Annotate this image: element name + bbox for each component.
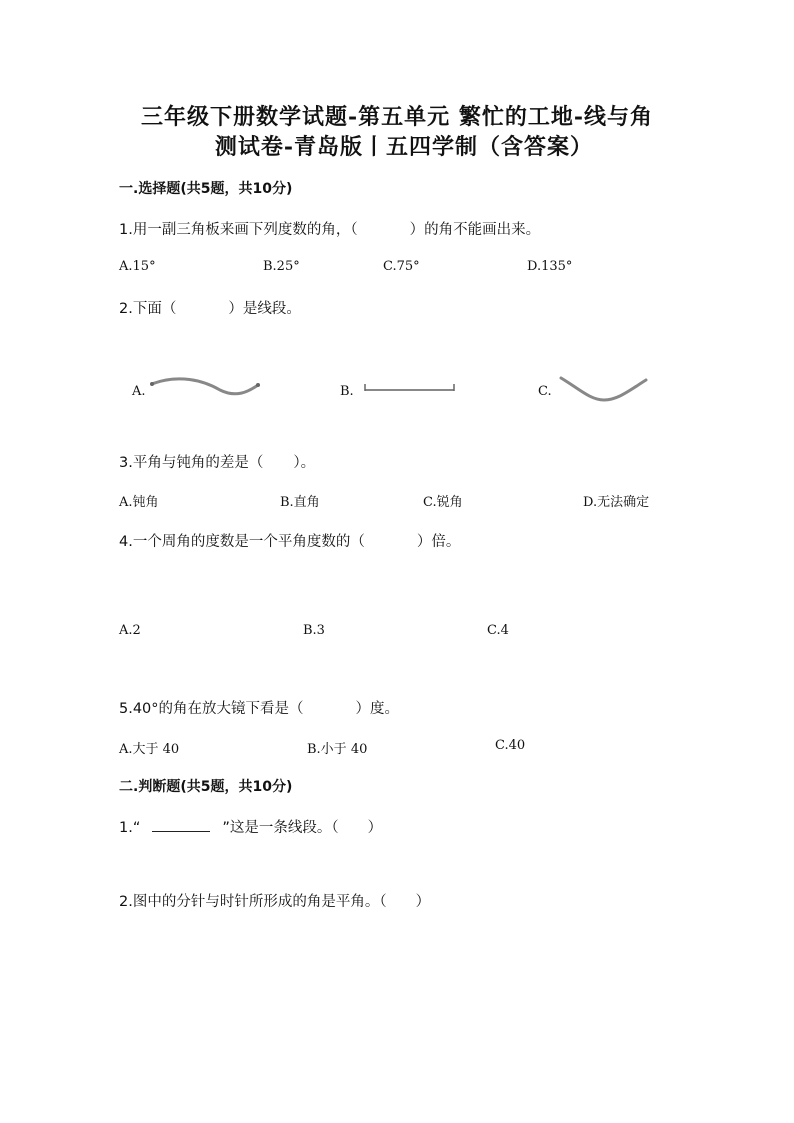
judge-question-1 — [119, 816, 382, 837]
segment-figure-b — [362, 380, 458, 396]
q3-option-c[interactable]: C.锐角 — [423, 495, 463, 510]
q2-option-a[interactable]: A. — [132, 384, 146, 399]
question-5 — [119, 697, 399, 718]
q3-option-b[interactable]: B.直角 — [280, 495, 320, 510]
question-5-text-post: ）度。 — [355, 701, 400, 717]
question-4 — [119, 530, 460, 551]
title-line-2: 测试卷-青岛版丨五四学制（含答案） — [214, 134, 594, 160]
question-2-text-pre: 2.下面（ — [119, 301, 177, 317]
q1-option-c[interactable]: C.75° — [383, 259, 420, 274]
question-5-text-pre: 5.40°的角在放大镜下看是（ — [119, 701, 304, 717]
question-3-text-post: ）。 — [293, 455, 316, 471]
question-1-text-post: ）的角不能画出来。 — [409, 222, 541, 238]
q1-option-a[interactable]: A.15° — [119, 259, 156, 274]
q5-option-c[interactable]: C.40 — [495, 738, 526, 753]
question-1 — [119, 218, 540, 239]
section-1-heading: 一.选择题(共5题，共10分) — [119, 181, 293, 197]
judge-question-2: 2.图中的分针与时针所形成的角是平角。（ ） — [119, 894, 431, 910]
section-2-heading: 二.判断题(共5题，共10分) — [119, 779, 293, 795]
q4-option-c[interactable]: C.4 — [487, 623, 509, 638]
q2-option-b[interactable]: B. — [340, 384, 354, 399]
q4-option-a[interactable]: A.2 — [119, 623, 141, 638]
question-3 — [119, 451, 315, 472]
question-3-text-pre: 3.平角与钝角的差是（ — [119, 455, 264, 471]
q3-option-a[interactable]: A.钝角 — [119, 495, 159, 510]
q5-option-b[interactable]: B.小于 40 — [307, 742, 368, 757]
q4-option-b[interactable]: B.3 — [303, 623, 325, 638]
question-2-text-post: ）是线段。 — [228, 301, 301, 317]
question-1-text-pre: 1.用一副三角板来画下列度数的角，（ — [119, 222, 358, 238]
q1-option-d[interactable]: D.135° — [527, 259, 573, 274]
q5-option-a[interactable]: A.大于 40 — [119, 742, 180, 757]
question-4-text-post: ）倍。 — [416, 534, 461, 550]
title-line-1: 三年级下册数学试题-第五单元 繁忙的工地-线与角 — [141, 104, 653, 130]
q1-option-b[interactable]: B.25° — [263, 259, 300, 274]
judge-question-1-text-post: ”这是一条线段。（ ） — [222, 820, 383, 836]
q2-option-c[interactable]: C. — [538, 384, 552, 399]
q3-option-d[interactable]: D.无法确定 — [583, 495, 650, 510]
question-2 — [119, 297, 301, 318]
arc-figure-c — [558, 374, 650, 404]
judge-question-1-text-pre: 1.“ — [119, 820, 141, 836]
curve-figure-a — [148, 372, 264, 402]
line-segment-figure — [152, 819, 210, 832]
question-4-text-pre: 4.一个周角的度数是一个平角度数的（ — [119, 534, 365, 550]
